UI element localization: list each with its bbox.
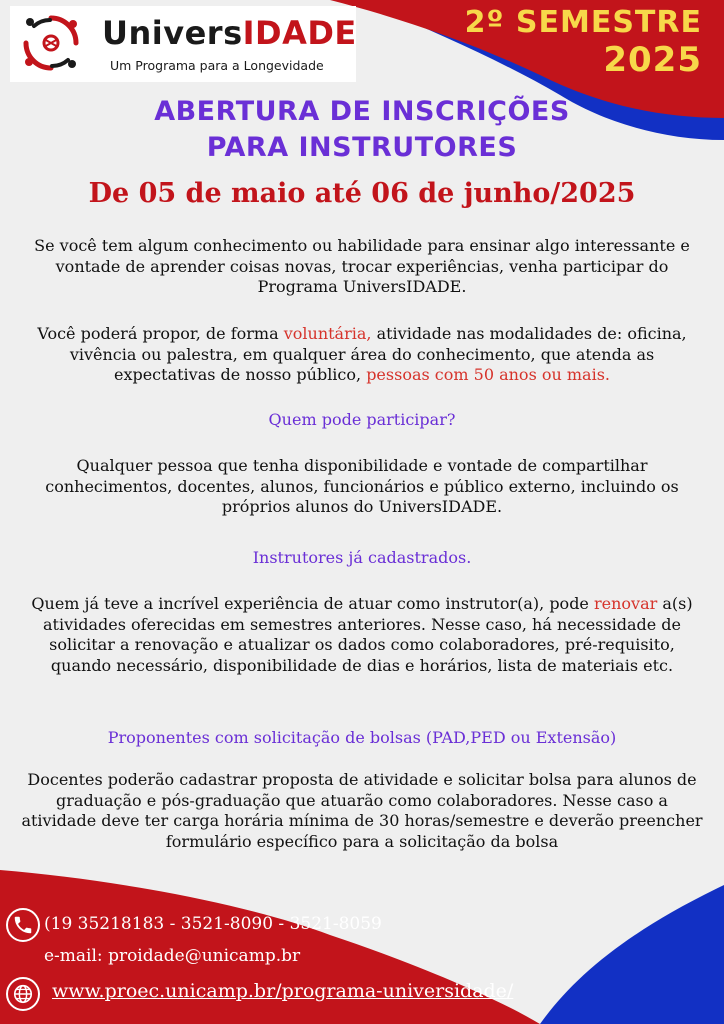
who-paragraph: Qualquer pessoa que tenha disponibilidade e vontade de compartilhar conhecimentos, docentes, alunos, funcionários e público externo, incluindo os próprios alunos do UniversIDADE.	[45, 456, 679, 516]
semester-label	[465, 6, 702, 80]
contact-email[interactable]: e-mail: proidade@unicamp.br	[44, 946, 301, 966]
registered-paragraph: Quem já teve a incrível experiência de atuar como instrutor(a), pode renovar a(s) atividades oferecidas em semestres anteriores. Nesse caso, há necessidade de solicitar a renovação e atualizar os dados como colaboradores, pré-requisito, quando necessário, disponibilidade de dias e horários, lista de materiais etc.	[31, 594, 693, 675]
logo-mark-icon	[20, 12, 82, 74]
logo-subtitle: Um Programa para a Longevidade	[110, 58, 324, 73]
globe-icon	[6, 977, 40, 1011]
intro-paragraph: Se você tem algum conhecimento ou habilidade para ensinar algo interessante e vontade de aprender coisas novas, trocar experiências, venha participar do Programa UniversIDADE.	[34, 236, 690, 296]
registration-dates: De 05 de maio até 06 de junho/2025	[88, 178, 636, 209]
who-title: Quem pode participar?	[268, 410, 456, 429]
logo-title: UniversIDADE	[102, 14, 357, 52]
phone-icon	[6, 908, 40, 942]
title-line-2: PARA INSTRUTORES	[206, 132, 518, 163]
logo	[10, 6, 356, 82]
bottom-blue-wave	[540, 885, 724, 1024]
scholarship-title: Proponentes com solicitação de bolsas (PAD,PED ou Extensão)	[107, 728, 617, 747]
page-title	[0, 94, 724, 166]
website-link[interactable]: www.proec.unicamp.br/programa-universidade/	[52, 980, 514, 1002]
contact-phones: (19 35218183 - 3521-8090 - 3521-8059	[44, 914, 382, 934]
semester-year: 2025	[603, 39, 702, 80]
registered-title: Instrutores já cadastrados.	[252, 548, 472, 567]
proposal-paragraph: Você poderá propor, de forma voluntária, atividade nas modalidades de: oficina, vivência ou palestra, em qualquer área do conhecimento, que atenda as expectativas de nosso público, pessoas com 50 anos ou mais.	[37, 324, 687, 384]
semester-line: 2º SEMESTRE	[464, 5, 702, 40]
title-line-1: ABERTURA DE INSCRIÇÕES	[154, 96, 570, 127]
scholarship-paragraph: Docentes poderão cadastrar proposta de atividade e solicitar bolsa para alunos de graduação e pós-graduação que atuarão como colaboradores. Nesse caso a atividade deve ter carga horária mínima de 30 horas/semestre e deverão preencher formulário específico para a solicitação da bolsa	[21, 770, 703, 851]
